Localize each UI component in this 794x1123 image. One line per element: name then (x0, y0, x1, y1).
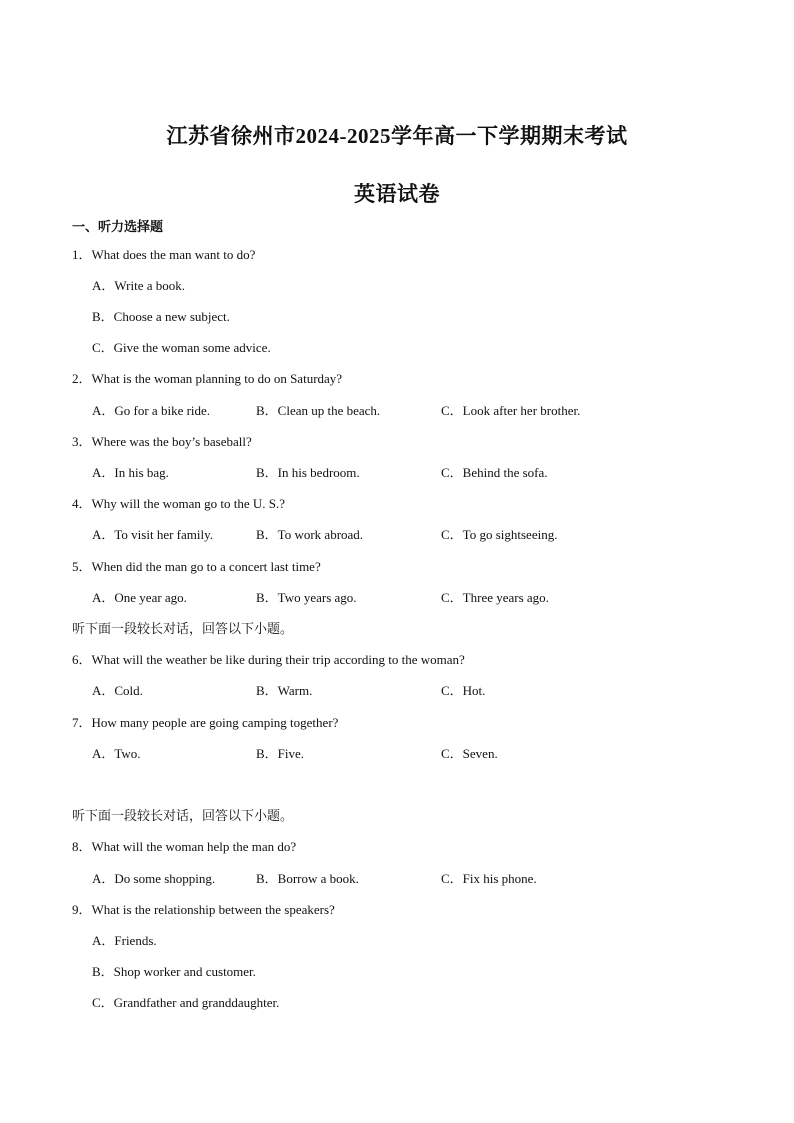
section-note-1: 听下面一段较长对话，回答以下小题。 (72, 621, 294, 636)
question-2-option-c: C．Look after her brother. (441, 403, 581, 418)
question-6-option-a: A．Cold. (92, 683, 143, 698)
question-2-option-a: A．Go for a bike ride. (92, 403, 211, 418)
question-4-option-a: A．To visit her family. (92, 527, 214, 542)
question-9-stem: 9．What is the relationship between the speakers? (72, 902, 335, 917)
question-8-option-c: C．Fix his phone. (441, 871, 537, 886)
question-5-stem: 5．When did the man go to a concert last time? (72, 559, 321, 574)
exam-title: 江苏省徐州市2024-2025学年高一下学期期末考试 (166, 124, 628, 148)
question-4-option-c: C．To go sightseeing. (441, 527, 558, 542)
question-2-option-b: B．Clean up the beach. (256, 403, 381, 418)
question-5-option-c: C．Three years ago. (441, 590, 549, 605)
question-4-stem: 4．Why will the woman go to the U. S.? (72, 496, 286, 511)
question-4-option-b: B．To work abroad. (256, 527, 364, 542)
question-1-option-c: C．Give the woman some advice. (92, 340, 271, 355)
question-5-option-a: A．One year ago. (92, 590, 187, 605)
question-3-option-a: A．In his bag. (92, 465, 169, 480)
question-9-option-c: C．Grandfather and granddaughter. (92, 995, 280, 1010)
question-6-stem: 6．What will the weather be like during their trip according to the woman? (72, 652, 465, 667)
question-2-stem: 2．What is the woman planning to do on Saturday? (72, 371, 343, 386)
exam-subtitle: 英语试卷 (354, 182, 440, 206)
question-1-option-b: B．Choose a new subject. (92, 309, 230, 324)
question-3-option-c: C．Behind the sofa. (441, 465, 548, 480)
section-note-2: 听下面一段较长对话，回答以下小题。 (72, 808, 294, 823)
question-1-stem: 1．What does the man want to do? (72, 247, 256, 262)
question-6-option-b: B．Warm. (256, 683, 313, 698)
question-7-stem: 7．How many people are going camping together? (72, 715, 339, 730)
question-7-option-a: A．Two. (92, 746, 141, 761)
question-9-option-b: B．Shop worker and customer. (92, 964, 256, 979)
question-7-option-b: B．Five. (256, 746, 305, 761)
question-8-stem: 8．What will the woman help the man do? (72, 839, 297, 854)
question-3-stem: 3．Where was the boy’s baseball? (72, 434, 252, 449)
question-9-option-a: A．Friends. (92, 933, 157, 948)
question-6-option-c: C．Hot. (441, 683, 486, 698)
question-5-option-b: B．Two years ago. (256, 590, 357, 605)
question-7-option-c: C．Seven. (441, 746, 498, 761)
question-3-option-b: B．In his bedroom. (256, 465, 360, 480)
question-8-option-b: B．Borrow a book. (256, 871, 359, 886)
section-title: 一、听力选择题 (72, 219, 164, 234)
question-8-option-a: A．Do some shopping. (92, 871, 216, 886)
question-1-option-a: A．Write a book. (92, 278, 185, 293)
